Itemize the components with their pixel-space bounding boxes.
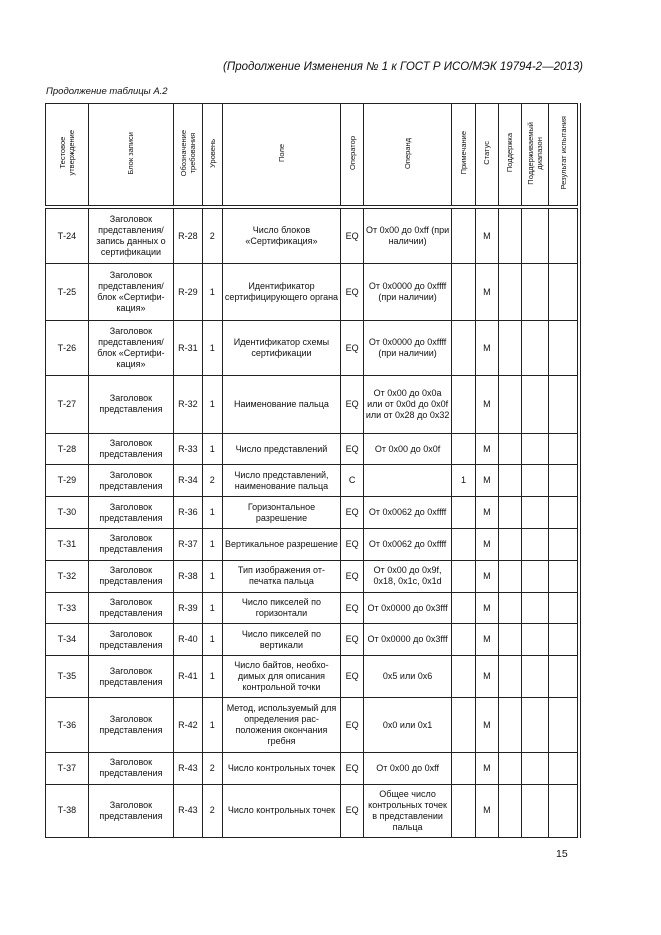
cell-level: 2	[202, 465, 222, 497]
cell-field: Вертикальное разрешение	[222, 529, 340, 561]
document-header: (Продолжение Изменения № 1 к ГОСТ Р ИСО/МЭК 19794-2—2013)	[223, 61, 583, 73]
table-row	[46, 592, 578, 624]
cell-support	[498, 433, 521, 465]
cell-requirement: R-41	[174, 656, 202, 698]
cell-field: Число представлений	[222, 433, 340, 465]
cell-support	[498, 209, 521, 264]
table-row	[46, 497, 578, 529]
cell-range	[521, 592, 548, 624]
col-header-level: Уровень	[202, 104, 222, 206]
cell-record-block: Заголовок представления	[88, 592, 173, 624]
cell-status: M	[476, 433, 498, 465]
cell-result	[549, 376, 578, 433]
cell-operand: Общее число контрольных точек в представлении пальца	[364, 784, 451, 838]
cell-level: 1	[202, 529, 222, 561]
cell-test-id: Т-28	[46, 433, 89, 465]
cell-operand: От 0x00 до 0xff (при наличии)	[364, 209, 451, 264]
cell-operator: EQ	[340, 497, 363, 529]
cell-operator: EQ	[340, 209, 363, 264]
cell-record-block: Заголовок представления/ запись данных о сертификации	[88, 209, 173, 264]
cell-note	[451, 264, 475, 320]
cell-note	[451, 752, 475, 784]
cell-operand: От 0x00 до 0x0f	[364, 433, 451, 465]
cell-test-id: Т-31	[46, 529, 89, 561]
cell-level: 1	[202, 433, 222, 465]
cell-level: 1	[202, 560, 222, 592]
col-header-support: Поддержка	[498, 104, 521, 206]
cell-status: M	[476, 698, 498, 752]
cell-status: M	[476, 376, 498, 433]
cell-level: 1	[202, 698, 222, 752]
cell-field: Число контрольных точек	[222, 784, 340, 838]
cell-record-block: Заголовок представления	[88, 376, 173, 433]
cell-test-id: Т-38	[46, 784, 89, 838]
col-header-record-block: Блок записи	[88, 104, 173, 206]
table-row	[46, 624, 578, 656]
cell-requirement: R-37	[174, 529, 202, 561]
cell-field: Идентификатор сертифицирующего органа	[222, 264, 340, 320]
table-header-row	[46, 104, 578, 206]
cell-operand: От 0x0000 до 0xffff (при наличии)	[364, 264, 451, 320]
cell-operand: 0x5 или 0x6	[364, 656, 451, 698]
cell-result	[549, 433, 578, 465]
cell-level: 1	[202, 592, 222, 624]
cell-operator: EQ	[340, 752, 363, 784]
cell-support	[498, 656, 521, 698]
table-body	[46, 209, 578, 838]
table-right-border	[580, 103, 581, 838]
cell-note	[451, 497, 475, 529]
cell-field: Число блоков «Сертификация»	[222, 209, 340, 264]
cell-requirement: R-42	[174, 698, 202, 752]
cell-status: M	[476, 209, 498, 264]
cell-status: M	[476, 465, 498, 497]
cell-test-id: Т-25	[46, 264, 89, 320]
cell-level: 2	[202, 784, 222, 838]
cell-level: 2	[202, 752, 222, 784]
cell-record-block: Заголовок представления/ блок «Сертифи- кация»	[88, 264, 173, 320]
cell-test-id: Т-32	[46, 560, 89, 592]
cell-test-id: Т-24	[46, 209, 89, 264]
cell-level: 1	[202, 264, 222, 320]
cell-test-id: Т-27	[46, 376, 89, 433]
cell-record-block: Заголовок представления	[88, 624, 173, 656]
cell-status: M	[476, 784, 498, 838]
cell-operand: От 0x0062 до 0xffff	[364, 497, 451, 529]
cell-range	[521, 698, 548, 752]
cell-note	[451, 209, 475, 264]
cell-support	[498, 592, 521, 624]
cell-range	[521, 209, 548, 264]
cell-record-block: Заголовок представления	[88, 560, 173, 592]
table-row	[46, 433, 578, 465]
cell-requirement: R-38	[174, 560, 202, 592]
cell-range	[521, 465, 548, 497]
cell-note	[451, 376, 475, 433]
cell-result	[549, 752, 578, 784]
cell-range	[521, 433, 548, 465]
cell-note	[451, 656, 475, 698]
cell-test-id: Т-29	[46, 465, 89, 497]
cell-result	[549, 320, 578, 375]
cell-requirement: R-36	[174, 497, 202, 529]
table-row	[46, 465, 578, 497]
cell-note: 1	[451, 465, 475, 497]
cell-result	[549, 592, 578, 624]
col-header-requirement-id: Обозначение требования	[174, 104, 202, 206]
cell-requirement: R-31	[174, 320, 202, 375]
cell-record-block: Заголовок представления	[88, 784, 173, 838]
cell-operand: От 0x0000 до 0x3fff	[364, 624, 451, 656]
cell-status: M	[476, 320, 498, 375]
cell-level: 1	[202, 497, 222, 529]
cell-operand: От 0x0000 до 0x3fff	[364, 592, 451, 624]
cell-result	[549, 497, 578, 529]
cell-record-block: Заголовок представления	[88, 497, 173, 529]
cell-level: 2	[202, 209, 222, 264]
cell-range	[521, 529, 548, 561]
cell-operand: 0x0 или 0x1	[364, 698, 451, 752]
cell-range	[521, 752, 548, 784]
cell-level: 1	[202, 624, 222, 656]
col-header-supported-range: Поддерживаемый диапазон	[521, 104, 548, 206]
cell-record-block: Заголовок представления	[88, 465, 173, 497]
cell-range	[521, 656, 548, 698]
cell-support	[498, 752, 521, 784]
cell-operator: EQ	[340, 376, 363, 433]
cell-range	[521, 264, 548, 320]
cell-requirement: R-43	[174, 752, 202, 784]
cell-support	[498, 698, 521, 752]
cell-test-id: Т-34	[46, 624, 89, 656]
cell-range	[521, 320, 548, 375]
col-header-test-result: Результат испытания	[549, 104, 578, 206]
cell-field: Тип изображения от- печатка пальца	[222, 560, 340, 592]
cell-result	[549, 560, 578, 592]
cell-record-block: Заголовок представления	[88, 656, 173, 698]
cell-note	[451, 320, 475, 375]
cell-result	[549, 264, 578, 320]
cell-record-block: Заголовок представления	[88, 433, 173, 465]
cell-operator: EQ	[340, 529, 363, 561]
col-header-test-assertion: Тестовое утверждение	[46, 104, 89, 206]
cell-note	[451, 433, 475, 465]
cell-field: Число пикселей по вертикали	[222, 624, 340, 656]
table-row	[46, 560, 578, 592]
table-row	[46, 752, 578, 784]
cell-operator: EQ	[340, 656, 363, 698]
table-row	[46, 320, 578, 375]
cell-status: M	[476, 497, 498, 529]
cell-note	[451, 529, 475, 561]
col-header-status: Статус	[476, 104, 498, 206]
cell-test-id: Т-33	[46, 592, 89, 624]
cell-result	[549, 656, 578, 698]
cell-result	[549, 698, 578, 752]
cell-range	[521, 560, 548, 592]
cell-support	[498, 497, 521, 529]
cell-status: M	[476, 752, 498, 784]
cell-operand: От 0x00 до 0x9f, 0x18, 0x1c, 0x1d	[364, 560, 451, 592]
cell-test-id: Т-37	[46, 752, 89, 784]
cell-record-block: Заголовок представления	[88, 529, 173, 561]
table-row	[46, 529, 578, 561]
cell-requirement: R-29	[174, 264, 202, 320]
cell-range	[521, 624, 548, 656]
requirements-table	[45, 103, 578, 838]
cell-note	[451, 592, 475, 624]
cell-result	[549, 624, 578, 656]
col-header-operator: Оператор	[340, 104, 363, 206]
cell-support	[498, 376, 521, 433]
table-row	[46, 656, 578, 698]
cell-operand: От 0x0000 до 0xffff (при наличии)	[364, 320, 451, 375]
cell-support	[498, 560, 521, 592]
cell-note	[451, 784, 475, 838]
table-row	[46, 698, 578, 752]
cell-result	[549, 784, 578, 838]
cell-operand	[364, 465, 451, 497]
cell-status: M	[476, 624, 498, 656]
col-header-field: Поле	[222, 104, 340, 206]
cell-field: Число байтов, необхо- димых для описания контрольной точки	[222, 656, 340, 698]
cell-status: M	[476, 560, 498, 592]
page-number: 15	[556, 848, 568, 860]
table-row	[46, 784, 578, 838]
cell-operator: EQ	[340, 433, 363, 465]
cell-result	[549, 209, 578, 264]
cell-support	[498, 320, 521, 375]
cell-result	[549, 465, 578, 497]
cell-field: Число контрольных точек	[222, 752, 340, 784]
table-caption: Продолжение таблицы А.2	[46, 86, 168, 97]
cell-test-id: Т-36	[46, 698, 89, 752]
cell-result	[549, 529, 578, 561]
cell-note	[451, 698, 475, 752]
table-row	[46, 376, 578, 433]
cell-test-id: Т-35	[46, 656, 89, 698]
cell-status: M	[476, 264, 498, 320]
cell-field: Горизонтальное разрешение	[222, 497, 340, 529]
cell-requirement: R-34	[174, 465, 202, 497]
cell-operator: EQ	[340, 560, 363, 592]
cell-operand: От 0x0062 до 0xffff	[364, 529, 451, 561]
cell-level: 1	[202, 376, 222, 433]
cell-status: M	[476, 529, 498, 561]
cell-operator: EQ	[340, 698, 363, 752]
cell-support	[498, 624, 521, 656]
cell-field: Наименование пальца	[222, 376, 340, 433]
cell-operator: EQ	[340, 264, 363, 320]
cell-support	[498, 264, 521, 320]
cell-range	[521, 376, 548, 433]
cell-note	[451, 560, 475, 592]
cell-field: Число пикселей по горизонтали	[222, 592, 340, 624]
cell-operator: EQ	[340, 784, 363, 838]
cell-support	[498, 784, 521, 838]
cell-level: 1	[202, 320, 222, 375]
cell-field: Метод, используемый для определения рас- положения окончания гребня	[222, 698, 340, 752]
table-row	[46, 209, 578, 264]
cell-operator: EQ	[340, 320, 363, 375]
cell-note	[451, 624, 475, 656]
cell-requirement: R-39	[174, 592, 202, 624]
cell-requirement: R-40	[174, 624, 202, 656]
col-header-operand: Операнд	[364, 104, 451, 206]
cell-test-id: Т-26	[46, 320, 89, 375]
cell-status: M	[476, 656, 498, 698]
table-row	[46, 264, 578, 320]
cell-operand: От 0x00 до 0xff	[364, 752, 451, 784]
cell-record-block: Заголовок представления/ блок «Сертифи- кация»	[88, 320, 173, 375]
cell-requirement: R-43	[174, 784, 202, 838]
cell-range	[521, 497, 548, 529]
cell-range	[521, 784, 548, 838]
cell-operator: EQ	[340, 592, 363, 624]
cell-requirement: R-32	[174, 376, 202, 433]
cell-requirement: R-28	[174, 209, 202, 264]
cell-status: M	[476, 592, 498, 624]
cell-test-id: Т-30	[46, 497, 89, 529]
cell-level: 1	[202, 656, 222, 698]
cell-field: Идентификатор схемы сертификации	[222, 320, 340, 375]
cell-operand: От 0x00 до 0x0a или от 0x0d до 0x0f или от 0x28 до 0x32	[364, 376, 451, 433]
cell-support	[498, 465, 521, 497]
cell-field: Число представлений, наименование пальца	[222, 465, 340, 497]
cell-requirement: R-33	[174, 433, 202, 465]
cell-record-block: Заголовок представления	[88, 752, 173, 784]
cell-support	[498, 529, 521, 561]
cell-record-block: Заголовок представления	[88, 698, 173, 752]
col-header-note: Примечание	[451, 104, 475, 206]
cell-operator: C	[340, 465, 363, 497]
cell-operator: EQ	[340, 624, 363, 656]
